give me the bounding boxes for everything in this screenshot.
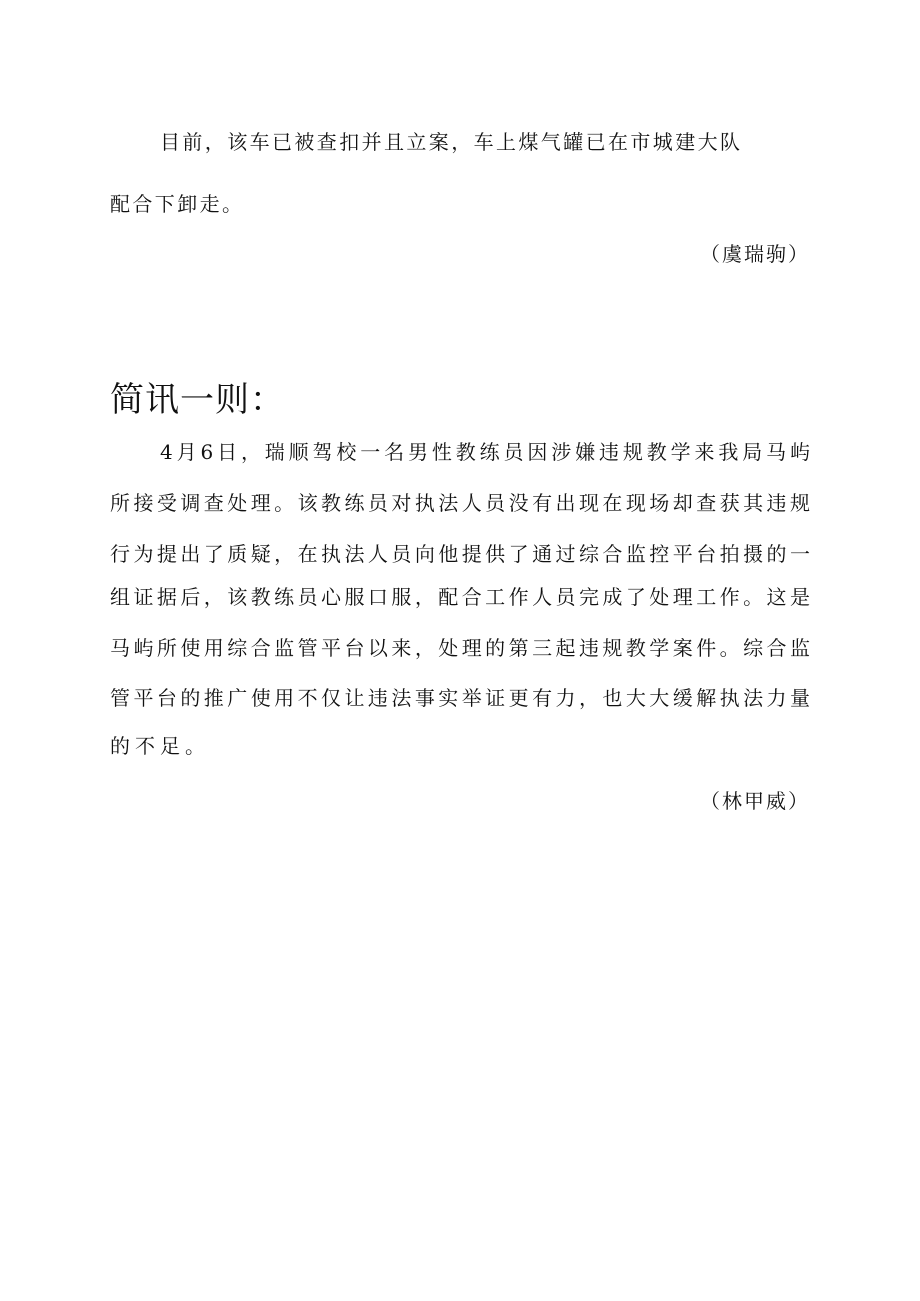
article1-line-1: 目前，该车已被查扣并且立案，车上煤气罐已在市城建大队 [160,130,743,154]
article2-line-4: 组证据后，该教练员心服口服，配合工作人员完成了处理工作。这是 [110,585,810,609]
article2-line-6: 管平台的推广使用不仅让违法事实举证更有力，也大大缓解执法力量 [110,686,810,710]
article2-line-5: 马屿所使用综合监管平台以来，处理的第三起违规教学案件。综合监 [110,636,810,660]
article1-author: （虞瑞驹） [700,242,810,266]
article2-line-1: 4月6日，瑞顺驾校一名男性教练员因涉嫌违规教学来我局马屿 [160,440,810,464]
article2-heading: 简讯一则： [110,380,285,420]
article2-line-2: 所接受调查处理。该教练员对执法人员没有出现在现场却查获其违规 [110,491,810,515]
article2-line-3: 行为提出了质疑，在执法人员向他提供了通过综合监控平台拍摄的一 [110,542,810,566]
article2-author: （林甲威） [700,789,810,813]
article2-line-7: 的不足。 [110,734,210,758]
article1-line-2: 配合下卸走。 [110,192,245,216]
